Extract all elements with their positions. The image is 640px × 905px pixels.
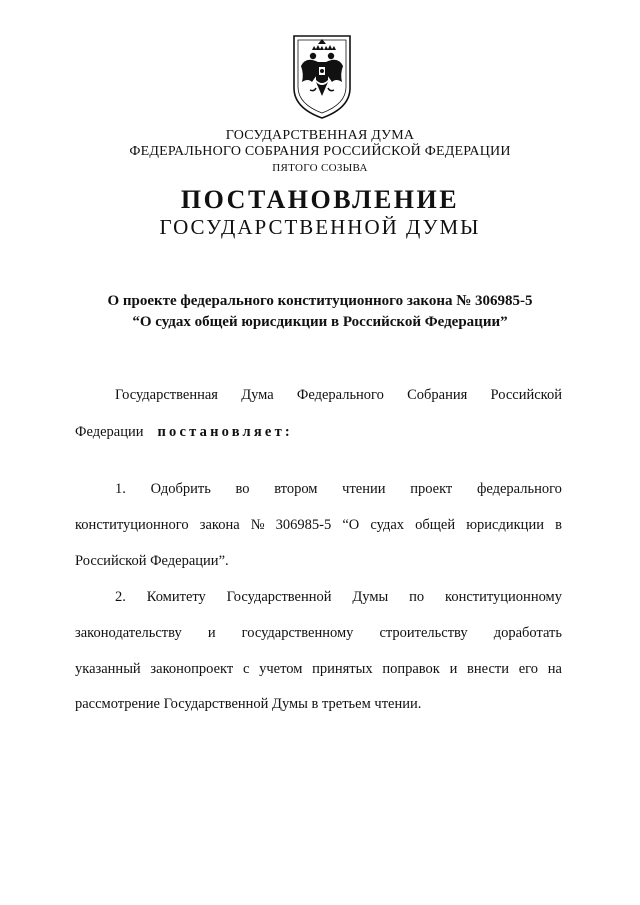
coat-of-arms-icon bbox=[288, 30, 356, 122]
item-2-line-2: законодательству и государственному строительству доработать bbox=[75, 625, 562, 641]
item-2-line-3: указанный законопроект с учетом принятых поправок и внести его на bbox=[75, 661, 562, 677]
item-1-line-3: Российской Федерации”. bbox=[75, 553, 229, 569]
organization-line-2: ФЕДЕРАЛЬНОГО СОБРАНИЯ РОССИЙСКОЙ ФЕДЕРАЦИИ bbox=[129, 144, 511, 159]
document-type: ПОСТАНОВЛЕНИЕ bbox=[180, 185, 460, 214]
item-2-line-4: рассмотрение Государственной Думы в третьем чтении. bbox=[75, 696, 422, 712]
item-1-line-2: конституционного закона № 306985-5 “О судах общей юрисдикции в bbox=[75, 517, 562, 533]
resolves-word: постановляет: bbox=[157, 424, 293, 440]
subject-line-1: О проекте федерального конституционного закона № 306985-5 bbox=[107, 293, 533, 309]
organization-line-1: ГОСУДАРСТВЕННАЯ ДУМА bbox=[225, 128, 415, 143]
document-issuer: ГОСУДАРСТВЕННОЙ ДУМЫ bbox=[159, 215, 481, 239]
item-1-line-1: 1. Одобрить во втором чтении проект федерального bbox=[115, 481, 562, 497]
subject-line-2: “О судах общей юрисдикции в Российской Федерации” bbox=[132, 314, 508, 330]
preamble-line-1: Государственная Дума Федерального Собрания Российской bbox=[115, 387, 562, 403]
convocation: ПЯТОГО СОЗЫВА bbox=[272, 162, 368, 174]
preamble-line-2: Федерации постановляет: bbox=[75, 424, 293, 440]
item-2-line-1: 2. Комитету Государственной Думы по конституционному bbox=[115, 589, 562, 605]
